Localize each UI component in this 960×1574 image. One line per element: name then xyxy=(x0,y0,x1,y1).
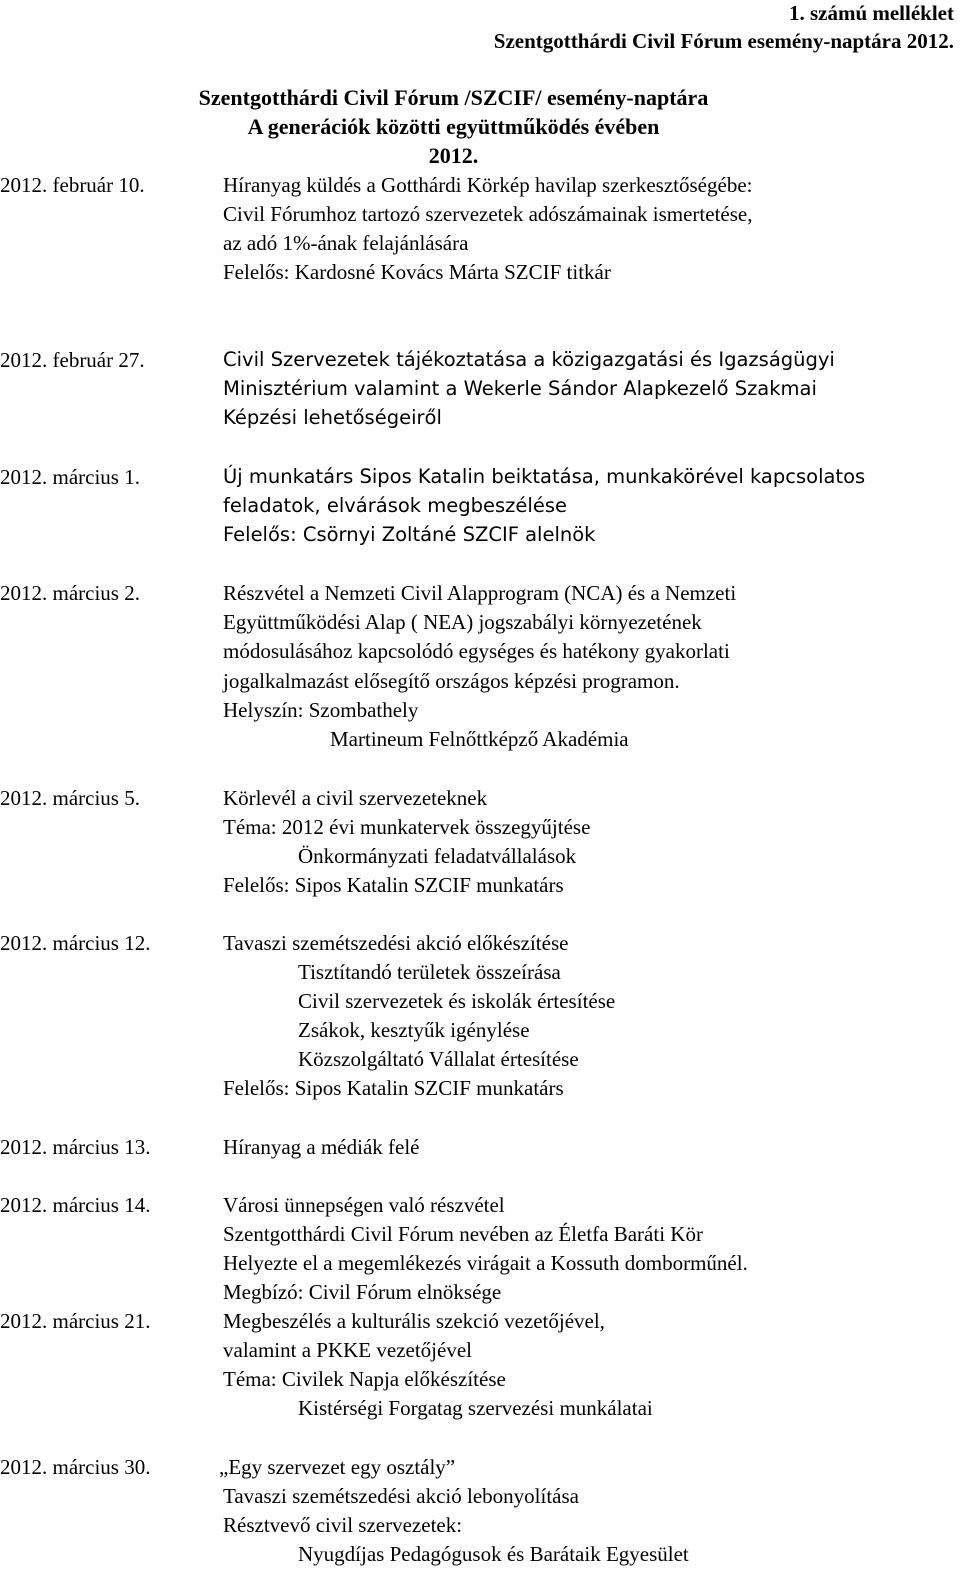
event-date: 2012. március 21. xyxy=(0,1309,151,1333)
event-text: Felelős: Sipos Katalin SZCIF munkatárs xyxy=(223,1076,564,1100)
event-text: Felelős: Kardosné Kovács Márta SZCIF titkár xyxy=(223,260,611,284)
event-text: „Egy szervezet egy osztály” xyxy=(219,1455,456,1479)
event-text: Téma: Civilek Napja előkészítése xyxy=(223,1367,506,1391)
event-text: Együttműködési Alap ( NEA) jogszabályi környezetének xyxy=(223,610,702,634)
annex-label: 1. számú melléklet xyxy=(788,1,954,25)
page-title-subline: A generációk közötti együttműködés évében xyxy=(247,114,660,139)
event-text: jogalkalmazást elősegítő országos képzési programon. xyxy=(223,669,680,693)
event-date: 2012. március 12. xyxy=(0,931,151,955)
event-text: Önkormányzati feladatvállalások xyxy=(298,844,577,868)
event-date: 2012. március 1. xyxy=(0,465,140,489)
event-text: Tavaszi szemétszedési akció előkészítése xyxy=(223,931,569,955)
event-text: Körlevél a civil szervezeteknek xyxy=(223,786,488,810)
event-text: Helyezte el a megemlékezés virágait a Kossuth domborműnél. xyxy=(223,1251,748,1275)
event-text: Híranyag küldés a Gotthárdi Körkép havilap szerkesztőségébe: xyxy=(223,173,753,197)
event-text: az adó 1%-ának felajánlására xyxy=(223,231,469,255)
event-text: valamint a PKKE vezetőjével xyxy=(223,1338,472,1362)
event-text: Nyugdíjas Pedagógusok és Barátaik Egyesület xyxy=(298,1542,689,1566)
event-text: Helyszín: Szombathely xyxy=(223,698,419,722)
event-text: Megbeszélés a kulturális szekció vezetőjével, xyxy=(223,1309,605,1333)
event-text: Téma: 2012 évi munkatervek összegyűjtése xyxy=(223,815,591,839)
event-text: Képzési lehetőségeiről xyxy=(223,406,442,429)
event-date: 2012. március 2. xyxy=(0,581,140,605)
event-text: Minisztérium valamint a Wekerle Sándor Alapkezelő Szakmai xyxy=(223,377,817,400)
event-text: Civil szervezetek és iskolák értesítése xyxy=(298,989,616,1013)
event-date: 2012. február 27. xyxy=(0,348,145,372)
event-text: Tavaszi szemétszedési akció lebonyolítása xyxy=(223,1484,579,1508)
event-date: 2012. március 5. xyxy=(0,786,140,810)
event-text: Civil Fórumhoz tartozó szervezetek adószámainak ismertetése, xyxy=(223,202,753,226)
event-text: Megbízó: Civil Fórum elnöksége xyxy=(223,1280,502,1304)
event-text: módosulásához kapcsolódó egységes és hatékony gyakorlati xyxy=(223,639,730,663)
event-date: 2012. március 13. xyxy=(0,1135,151,1159)
event-text: Városi ünnepségen való részvétel xyxy=(223,1193,505,1217)
event-date: 2012. március 14. xyxy=(0,1193,151,1217)
event-text: Részvétel a Nemzeti Civil Alapprogram (NCA) és a Nemzeti xyxy=(223,581,737,605)
event-text: Martineum Felnőttképző Akadémia xyxy=(330,727,629,751)
event-date: 2012. február 10. xyxy=(0,173,145,197)
event-text: Felelős: Sipos Katalin SZCIF munkatárs xyxy=(223,873,564,897)
document-subtitle: Szentgotthárdi Civil Fórum esemény-naptára 2012. xyxy=(493,29,954,53)
event-text: Új munkatárs Sipos Katalin beiktatása, munkakörével kapcsolatos xyxy=(223,465,866,488)
event-text: Felelős: Csörnyi Zoltáné SZCIF alelnök xyxy=(223,523,596,546)
event-text: Tisztítandó területek összeírása xyxy=(298,960,561,984)
event-text: Zsákok, kesztyűk igénylése xyxy=(298,1018,530,1042)
event-date: 2012. március 30. xyxy=(0,1455,151,1479)
page-title: Szentgotthárdi Civil Fórum /SZCIF/ esemény-naptára xyxy=(198,85,709,110)
event-text: Közszolgáltató Vállalat értesítése xyxy=(298,1047,579,1071)
event-text: Kistérségi Forgatag szervezési munkálatai xyxy=(298,1396,653,1420)
event-text: Résztvevő civil szervezetek: xyxy=(223,1513,463,1537)
event-text: feladatok, elvárások megbeszélése xyxy=(223,494,567,517)
page-title-year: 2012. xyxy=(428,143,479,168)
event-text: Civil Szervezetek tájékoztatása a közigazgatási és Igazságügyi xyxy=(223,348,835,371)
event-text: Szentgotthárdi Civil Fórum nevében az Életfa Baráti Kör xyxy=(223,1222,703,1246)
event-text: Híranyag a médiák felé xyxy=(223,1135,420,1159)
